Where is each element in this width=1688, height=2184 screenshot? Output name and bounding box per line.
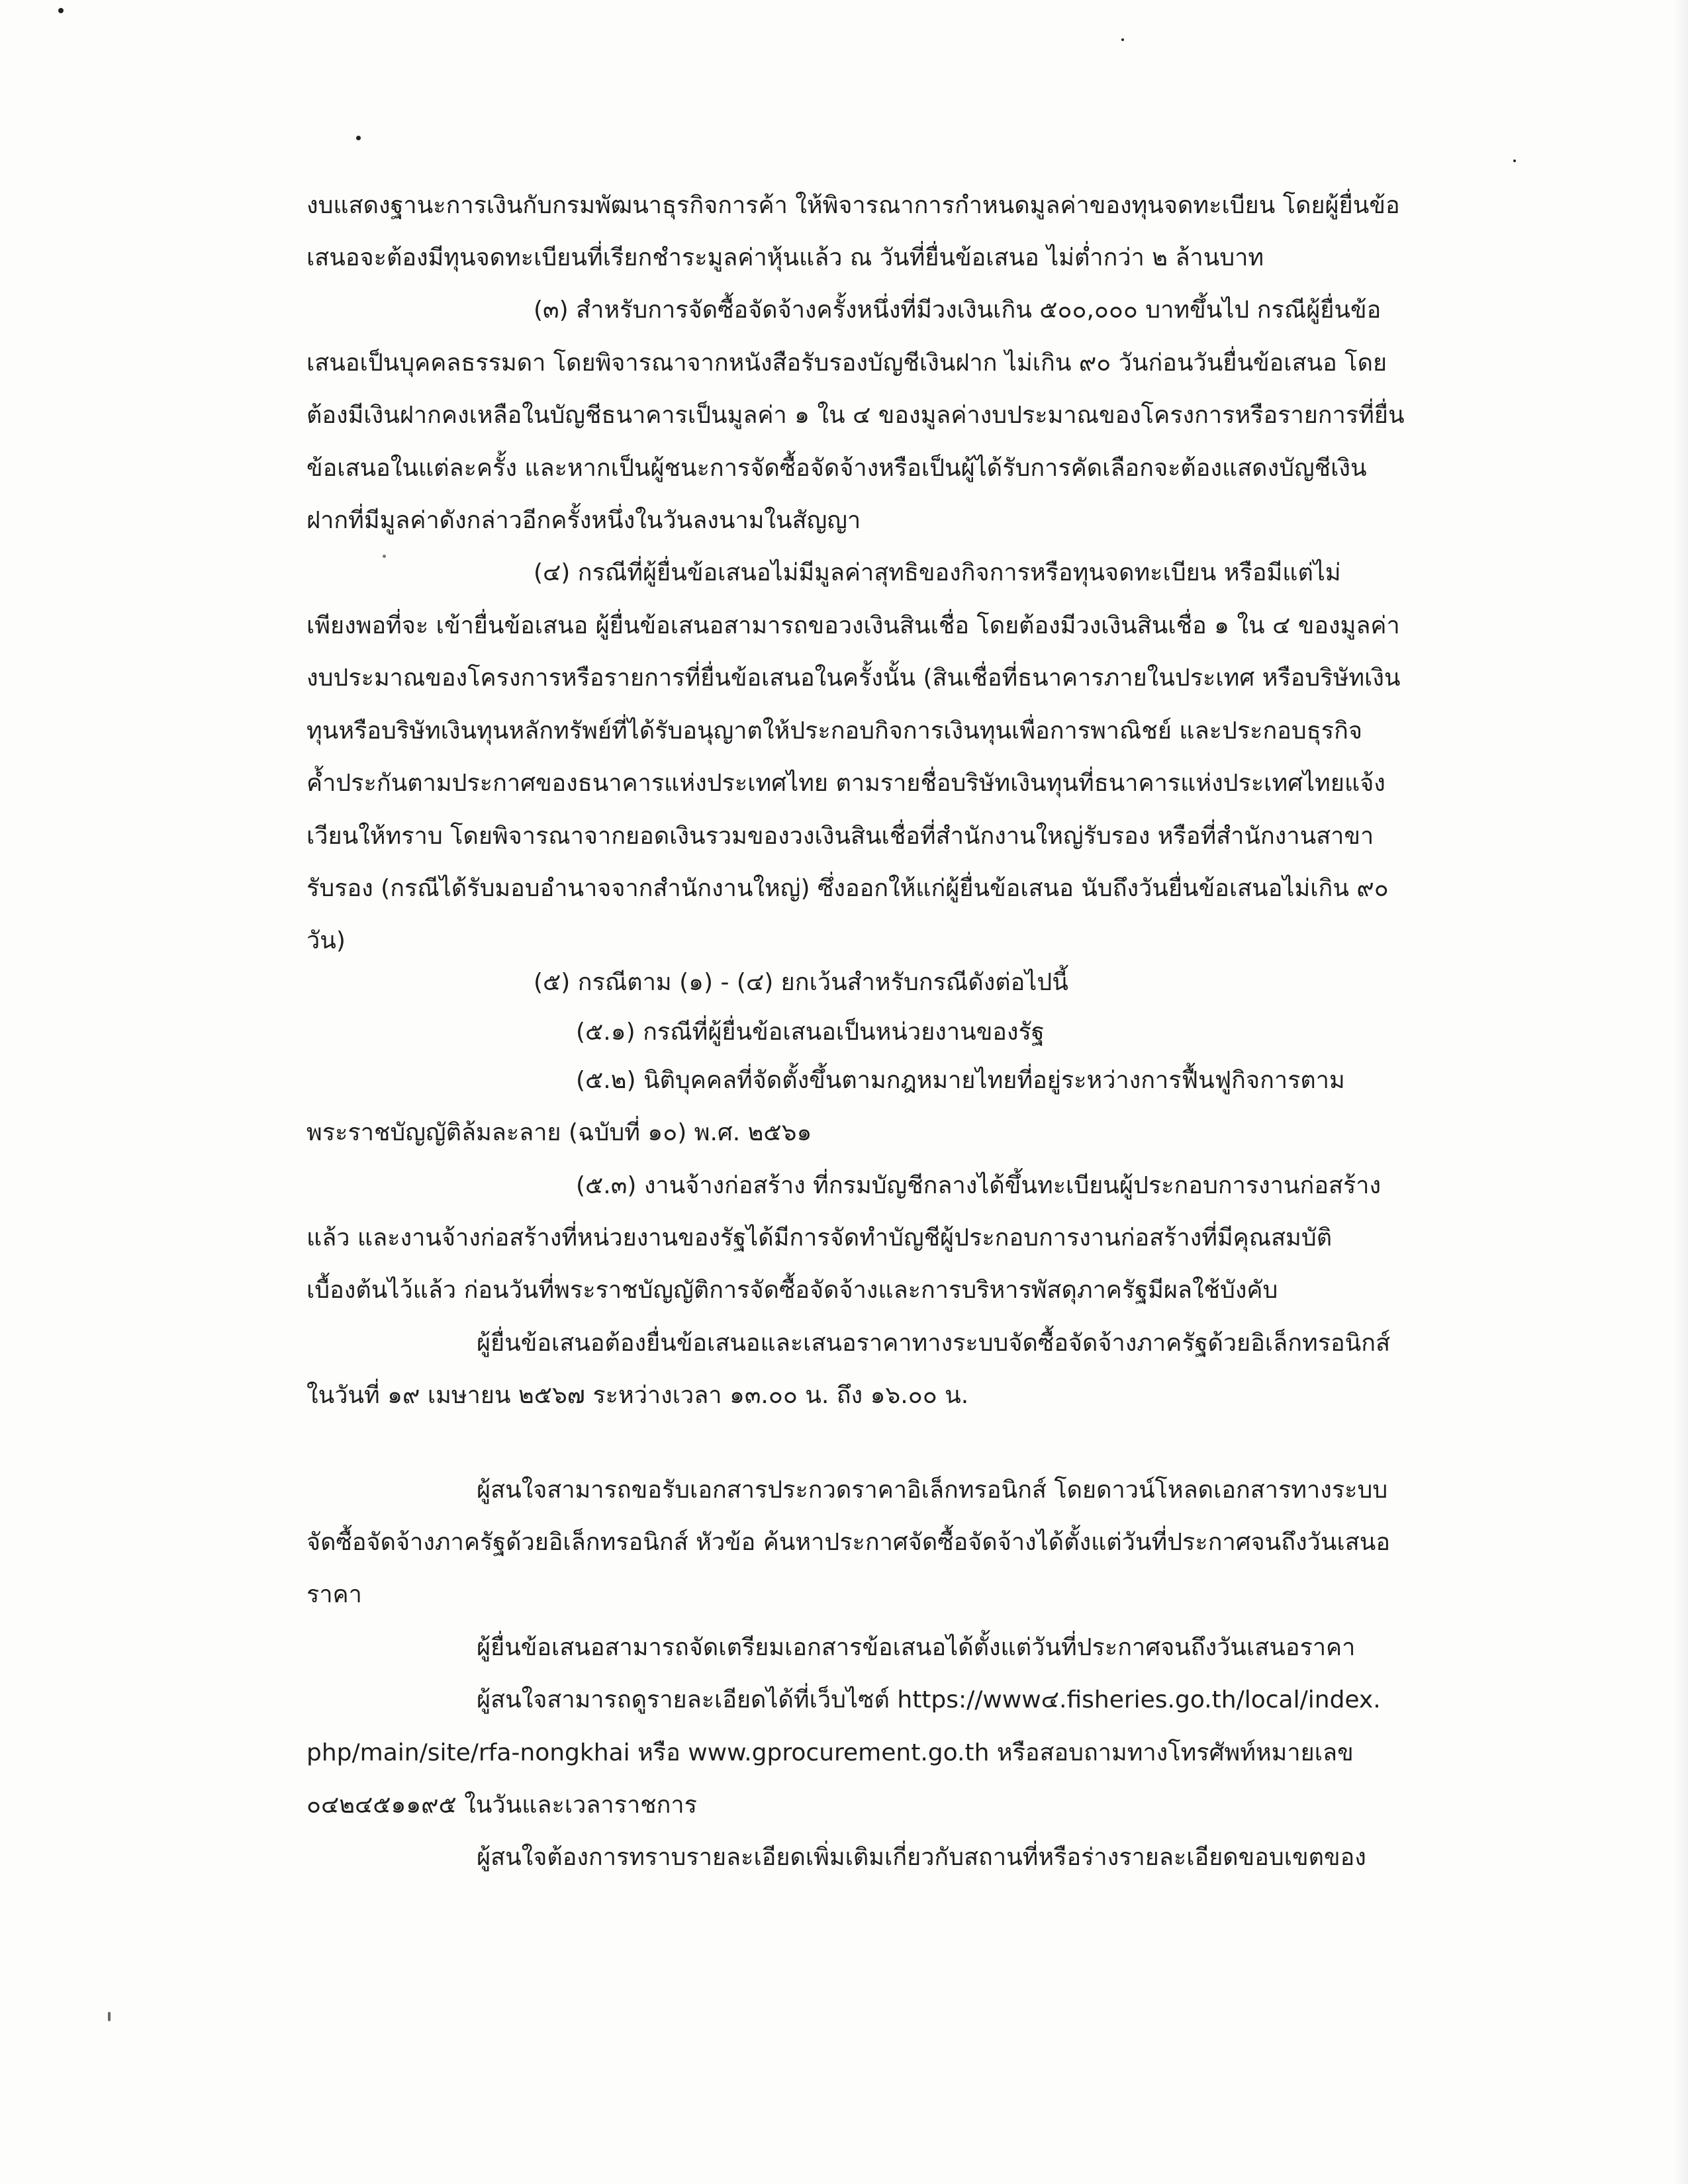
body-text-line: ผู้สนใจสามารถขอรับเอกสารประกวดราคาอิเล็กทรอนิกส์ โดยดาวน์โหลดเอกสารทางระบบ	[477, 1477, 1388, 1504]
page-edge-shadow	[1673, 0, 1688, 2184]
body-text-line: (๔) กรณีที่ผู้ยื่นข้อเสนอไม่มีมูลค่าสุทธิของกิจการหรือทุนจดทะเบียน หรือมีแต่ไม่	[534, 559, 1341, 586]
body-text-line: ผู้ยื่นข้อเสนอสามารถจัดเตรียมเอกสารข้อเสนอได้ตั้งแต่วันที่ประกาศจนถึงวันเสนอราคา	[477, 1634, 1356, 1661]
body-text-line: ข้อเสนอในแต่ละครั้ง และหากเป็นผู้ชนะการจัดซื้อจัดจ้างหรือเป็นผู้ได้รับการคัดเลือกจะต้องแสดงบัญชีเงิน	[306, 455, 1367, 482]
body-text-line: php/main/site/rfa-nongkhai หรือ www.gprocurement.go.th หรือสอบถามทางโทรศัพท์หมายเลข	[306, 1739, 1354, 1766]
body-text-line: จัดซื้อจัดจ้างภาครัฐด้วยอิเล็กทรอนิกส์ หัวข้อ ค้นหาประกาศจัดซื้อจัดจ้างได้ตั้งแต่วันที่ประกาศจนถึงวันเสนอ	[306, 1529, 1390, 1556]
scan-speck	[58, 8, 64, 13]
body-text-line: เสนอเป็นบุคคลธรรมดา โดยพิจารณาจากหนังสือรับรองบัญชีเงินฝาก ไม่เกิน ๙๐ วันก่อนวันยื่นข้อเสนอ โดย	[306, 349, 1387, 377]
scan-speck	[356, 136, 361, 140]
body-text-line: ทุนหรือบริษัทเงินทุนหลักทรัพย์ที่ได้รับอนุญาตให้ประกอบกิจการเงินทุนเพื่อการพาณิชย์ และประกอบธุรกิจ	[306, 717, 1362, 745]
body-text-line: ผู้ยื่นข้อเสนอต้องยื่นข้อเสนอและเสนอราคาทางระบบจัดซื้อจัดจ้างภาครัฐด้วยอิเล็กทรอนิกส์	[477, 1330, 1391, 1357]
body-text-line: พระราชบัญญัติล้มละลาย (ฉบับที่ ๑๐) พ.ศ. ๒๕๖๑	[306, 1119, 812, 1146]
body-text-line: ผู้สนใจสามารถดูรายละเอียดได้ที่เว็บไซต์ https://www๔.fisheries.go.th/local/index.	[477, 1686, 1381, 1713]
body-text-line: เสนอจะต้องมีทุนจดทะเบียนที่เรียกชำระมูลค่าหุ้นแล้ว ณ วันที่ยื่นข้อเสนอ ไม่ต่ำกว่า ๒ ล้านบาท	[306, 244, 1264, 271]
body-text-line: ฝากที่มีมูลค่าดังกล่าวอีกครั้งหนึ่งในวันลงนามในสัญญา	[306, 507, 861, 534]
body-text-line: ในวันที่ ๑๙ เมษายน ๒๕๖๗ ระหว่างเวลา ๑๓.๐๐ น. ถึง ๑๖.๐๐ น.	[306, 1382, 969, 1409]
body-text-line: (๕.๑) กรณีที่ผู้ยื่นข้อเสนอเป็นหน่วยงานของรัฐ	[576, 1019, 1045, 1046]
body-text-line: ราคา	[306, 1581, 362, 1608]
body-text-line: (๕.๓) งานจ้างก่อสร้าง ที่กรมบัญชีกลางได้ขึ้นทะเบียนผู้ประกอบการงานก่อสร้าง	[576, 1172, 1382, 1199]
body-text-line: (๕) กรณีตาม (๑) - (๔) ยกเว้นสำหรับกรณีดังต่อไปนี้	[534, 969, 1068, 996]
body-text-line: (๓) สำหรับการจัดซื้อจัดจ้างครั้งหนึ่งที่มีวงเงินเกิน ๕๐๐,๐๐๐ บาทขึ้นไป กรณีผู้ยื่นข้อ	[534, 296, 1382, 324]
body-text-line: งบแสดงฐานะการเงินกับกรมพัฒนาธุรกิจการค้า ให้พิจารณาการกำหนดมูลค่าของทุนจดทะเบียน โดยผู้ยื่นข้อ	[306, 192, 1400, 219]
body-text-line: ค้ำประกันตามประกาศของธนาคารแห่งประเทศไทย ตามรายชื่อบริษัทเงินทุนที่ธนาคารแห่งประเทศไทยแจ้ง	[306, 770, 1385, 797]
scan-speck	[1121, 38, 1124, 41]
body-text-line: รับรอง (กรณีได้รับมอบอำนาจจากสำนักงานใหญ่) ซึ่งออกให้แก่ผู้ยื่นข้อเสนอ นับถึงวันยื่นข้อเสนอไม่เกิน ๙๐	[306, 875, 1389, 902]
body-text-line: เวียนให้ทราบ โดยพิจารณาจากยอดเงินรวมของวงเงินสินเชื่อที่สำนักงานใหญ่รับรอง หรือที่สำนักงานสาขา	[306, 823, 1374, 850]
body-text-line: เบื้องต้นไว้แล้ว ก่อนวันที่พระราชบัญญัติการจัดซื้อจัดจ้างและการบริหารพัสดุภาครัฐมีผลใช้บังคับ	[306, 1277, 1278, 1304]
body-text-line: ผู้สนใจต้องการทราบรายละเอียดเพิ่มเติมเกี่ยวกับสถานที่หรือร่างรายละเอียดขอบเขตของ	[477, 1844, 1366, 1871]
body-text-line: เพียงพอที่จะ เข้ายื่นข้อเสนอ ผู้ยื่นข้อเสนอสามารถขอวงเงินสินเชื่อ โดยต้องมีวงเงินสินเชื่อ ๑ ใน ๔ ของมูลค่า	[306, 612, 1400, 639]
body-text-line: วัน)	[306, 927, 346, 954]
scan-speck	[108, 2012, 111, 2021]
body-text-line: แล้ว และงานจ้างก่อสร้างที่หน่วยงานของรัฐได้มีการจัดทำบัญชีผู้ประกอบการงานก่อสร้างที่มีคุณสมบัติ	[306, 1224, 1333, 1251]
body-text-line: งบประมาณของโครงการหรือรายการที่ยื่นข้อเสนอในครั้งนั้น (สินเชื่อที่ธนาคารภายในประเทศ หรือบริษัทเงิน	[306, 664, 1401, 692]
body-text-line: (๕.๒) นิติบุคคลที่จัดตั้งขึ้นตามกฎหมายไทยที่อยู่ระหว่างการฟื้นฟูกิจการตาม	[576, 1067, 1345, 1094]
body-text-line: ๐๔๒๔๕๑๑๙๕ ในวันและเวลาราชการ	[306, 1792, 697, 1819]
scan-speck	[1513, 159, 1516, 162]
scan-speck	[383, 555, 386, 558]
body-text-line: ต้องมีเงินฝากคงเหลือในบัญชีธนาคารเป็นมูลค่า ๑ ใน ๔ ของมูลค่างบประมาณของโครงการหรือรายการที่ยื่น	[306, 402, 1405, 429]
